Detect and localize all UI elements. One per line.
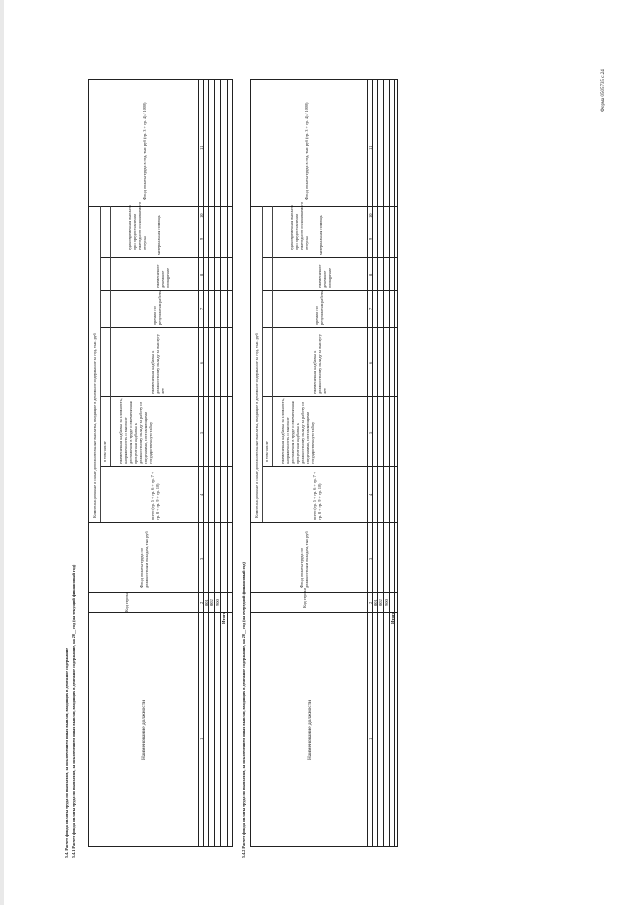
col-sub-4: ежемесячное денежное поощрение: [155, 264, 170, 288]
colnum: 4: [199, 493, 204, 496]
col-salary-fund: Фонд оплаты труда по должностным окладам, тыс руб: [139, 531, 149, 588]
colnum: 7: [199, 307, 204, 310]
col-including: в том числе: [102, 441, 107, 462]
colnum: 3: [199, 557, 204, 560]
colnum: 7: [368, 307, 373, 310]
col-including: в том числе: [264, 441, 269, 462]
col-fund-year: Фонд оплаты труда в год, тыс руб (гр. 3 + гр. 4) / 1000): [142, 102, 147, 200]
row-code: 900: [384, 599, 389, 606]
colnum: 1: [199, 737, 204, 740]
col-total: всего (гр. 5 + гр. 6 + гр. 7 + гр. 8 + гр. 9 + гр. 10): [312, 471, 322, 520]
total-label: Итого: [390, 611, 395, 624]
row-code: 002: [378, 599, 383, 606]
col-sub-5: материальная помощь: [318, 215, 323, 255]
colnum: 1: [368, 737, 373, 740]
col-line-code: Код строки: [302, 588, 307, 608]
colnum: 8: [199, 273, 204, 276]
total-label: Итого: [221, 611, 226, 624]
col-sub-1: ежемесячная надбавка за сложность, напряженность и высокие достижения в труде и ежемесячная процентная надбавка к должностному окладу за работу со сведениями, составляющими государственную тайну: [118, 398, 153, 464]
colnum: 6: [199, 361, 204, 364]
col-fund-year: Фонд оплаты труда в год, тыс руб (гр. 3 + гр. 4) / 1000): [304, 102, 309, 200]
col-sub-3: премии по результатам работы: [314, 289, 324, 325]
col-total: всего (гр. 5 + гр. 6 + гр. 7 + гр. 8 + гр. 9 + гр. 10): [150, 471, 160, 520]
colnum: 10: [368, 213, 373, 218]
colnum: 8: [368, 273, 373, 276]
col-sub-5: материальная помощь: [156, 215, 161, 255]
row-code: 002: [209, 599, 214, 606]
colnum: 3: [368, 557, 373, 560]
colnum: 5: [199, 431, 204, 434]
colnum: 2: [199, 601, 204, 604]
scan-edge: [0, 0, 4, 905]
colnum: 6: [368, 361, 373, 364]
heading-5-4-1: 5.4.1 Расчет фонда оплаты труда по выплатам, за исключением иных выплат, входящих в денежное содержание, на 20__ год (на текущий финансовый год): [71, 564, 76, 858]
col-position-name: Наименование должности: [307, 699, 313, 760]
row-code: 900: [215, 599, 220, 606]
col-sub-2: ежемесячная надбавка к должностному окладу за выслугу лет: [150, 334, 165, 394]
col-sub-4: ежемесячное денежное поощрение: [317, 264, 332, 288]
colnum: 9: [368, 237, 373, 240]
heading-5-4: 5.4. Расчет фонда оплаты труда по выплатам, за исключением иных выплат, входящих в денежное содержание: [64, 647, 69, 858]
col-sub-1: ежемесячная надбавка за сложность, напряженность и высокие достижения в труде и ежемесячная процентная надбавка к должностному окладу за работу со сведениями, составляющими государственную тайну: [280, 398, 315, 464]
col-sub-6: единовременная выплата при предоставлении ежегодного оплачиваемого отпуска: [289, 202, 309, 250]
col-other-payments: Компенсационные и иные дополнительные выплаты, входящие в денежное содержание за год, тыс. руб: [92, 333, 97, 518]
colnum: 2: [368, 601, 373, 604]
colnum: 5: [368, 431, 373, 434]
colnum: 10: [199, 213, 204, 218]
col-sub-6: единовременная выплата при предоставлении ежегодного оплачиваемого отпуска: [127, 202, 147, 250]
col-position-name: Наименование должности: [141, 699, 147, 760]
row-code: 001: [373, 599, 378, 606]
col-other-payments: Компенсационные и иные дополнительные выплаты, входящие в денежное содержание за год, тыс. руб: [254, 333, 259, 518]
form-label: Форма 0505735 с.24: [601, 69, 606, 112]
col-salary-fund: Фонд оплаты труда по должностным окладам, тыс руб: [299, 531, 309, 588]
col-sub-3: премии по результатам работы: [152, 289, 162, 325]
colnum: 9: [199, 237, 204, 240]
row-code: 001: [204, 599, 209, 606]
col-sub-2: ежемесячная надбавка к должностному окладу за выслугу лет: [312, 334, 327, 394]
colnum: 11: [199, 145, 204, 150]
colnum: 4: [368, 493, 373, 496]
col-line-code: Код строки: [124, 591, 129, 612]
colnum: 11: [368, 145, 373, 150]
heading-5-4-2: 5.4.2 Расчет фонда оплаты труда по выплатам, за исключением иных выплат, входящих в денежное содержание, на 20__ год (на очередной финансовый год): [241, 562, 246, 858]
